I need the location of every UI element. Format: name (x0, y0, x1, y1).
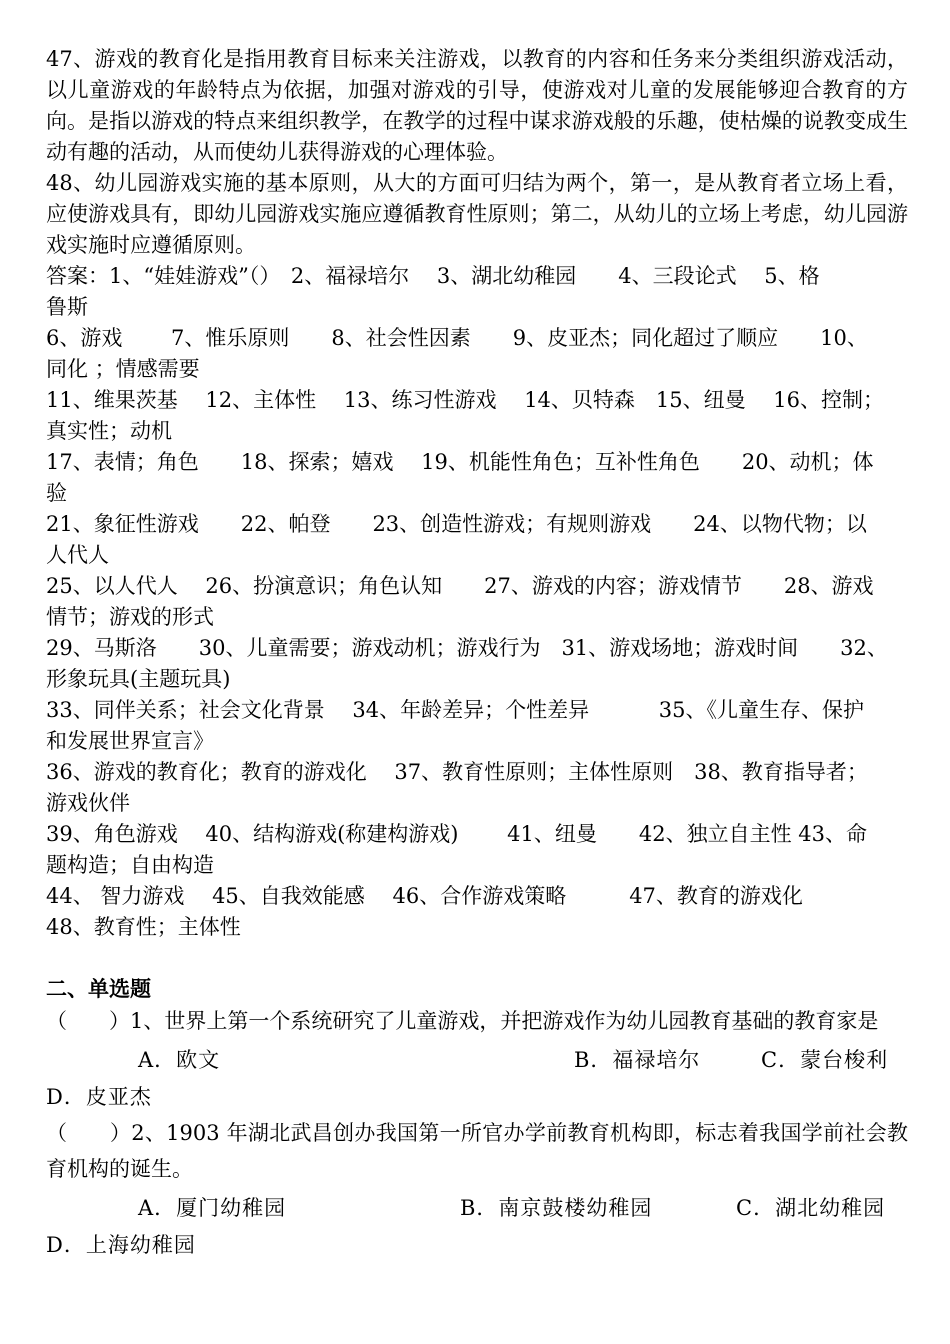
answer-line: 题构造；自由构造 (46, 853, 214, 877)
answer-line: 17、表情；角色 18、探索；嬉戏 19、机能性角色；互补性角色 20、动机；体 (46, 450, 874, 474)
answer-line: 21、象征性游戏 22、帕登 23、创造性游戏；有规则游戏 24、以物代物；以 (46, 512, 867, 536)
option-a: A．厦门幼稚园 (138, 1196, 287, 1220)
answer-line: 和发展世界宣言》 (46, 729, 214, 753)
answer-line: 验 (46, 481, 67, 505)
answer-line: 29、马斯洛 30、儿童需要；游戏动机；游戏行为 31、游戏场地；游戏时间 32、 (46, 636, 888, 660)
answer-key (46, 261, 908, 943)
question-options (46, 1189, 908, 1227)
paragraph-47: 47、游戏的教育化是指用教育目标来关注游戏，以教育的内容和任务来分类组织游戏活动，以儿童游戏的年龄特点为依据，加强对游戏的引导，使游戏对儿童的发展能够迎合教育的方向。是指以游戏的特点来组织教学，在教学的过程中谋求游戏般的乐趣，使枯燥的说教变成生动有趣的活动，从而使幼儿获得游戏的心理体验。 (46, 47, 908, 164)
answer-line: 25、以人代人 26、扮演意识；角色认知 27、游戏的内容；游戏情节 28、游戏 (46, 574, 874, 598)
paragraph-48: 48、幼儿园游戏实施的基本原则，从大的方面可归结为两个，第一，是从教育者立场上看，应使游戏具有，即幼儿园游戏实施应遵循教育性原则；第二，从幼儿的立场上考虑，幼儿园游戏实施时应遵循原则。 (46, 171, 908, 257)
answer-line: 11、维果茨基 12、主体性 13、练习性游戏 14、贝特森 15、纽曼 16、控制； (46, 388, 885, 412)
answer-line: 36、游戏的教育化；教育的游戏化 37、教育性原则；主体性原则 38、教育指导者； (46, 760, 868, 784)
option-c: C．蒙台梭利 (761, 1048, 889, 1072)
answer-line: 形象玩具(主题玩具) (46, 667, 231, 691)
answer-line: 答案：1、“娃娃游戏”（） 2、福禄培尔 3、湖北幼稚园 4、三段论式 5、格 (46, 264, 820, 288)
option-b: B．福禄培尔 (574, 1048, 701, 1072)
answer-line: 鲁斯 (46, 295, 88, 319)
answer-line: 33、同伴关系；社会文化背景 34、年龄差异；个性差异 35、《儿童生存、保护 (46, 698, 865, 722)
question-stem: （ ）1、世界上第一个系统研究了儿童游戏，并把游戏作为幼儿园教育基础的教育家是 (46, 1009, 879, 1033)
document-page (46, 44, 908, 1263)
question-options (46, 1041, 908, 1079)
option-d: D．上海幼稚园 (46, 1233, 196, 1257)
answer-line: 39、角色游戏 40、结构游戏(称建构游戏) 41、纽曼 42、独立自主性 43、命 (46, 822, 868, 846)
option-b: B．南京鼓楼幼稚园 (460, 1196, 653, 1220)
answer-line: 同化 ；情感需要 (46, 357, 200, 381)
answer-line: 44、 智力游戏 45、自我效能感 46、合作游戏策略 47、教育的游戏化 (46, 884, 803, 908)
question-1 (46, 1003, 908, 1115)
option-a: A．欧文 (138, 1048, 221, 1072)
answer-line: 情节；游戏的形式 (46, 605, 214, 629)
answer-line: 6、游戏 7、惟乐原则 8、社会性因素 9、皮亚杰；同化超过了顺应 10、 (46, 326, 868, 350)
answer-line: 48、教育性；主体性 (46, 915, 241, 939)
question-2 (46, 1115, 908, 1263)
section-title: 二、单选题 (46, 977, 151, 1001)
answer-line: 真实性；动机 (46, 419, 172, 443)
option-c: C．湖北幼稚园 (736, 1196, 886, 1220)
option-d: D．皮亚杰 (46, 1085, 152, 1109)
answer-line: 游戏伙伴 (46, 791, 130, 815)
answer-line: 人代人 (46, 543, 109, 567)
question-stem: （ ）2、1903 年湖北武昌创办我国第一所官办学前教育机构即，标志着我国学前社会教育机构的诞生。 (46, 1121, 908, 1181)
